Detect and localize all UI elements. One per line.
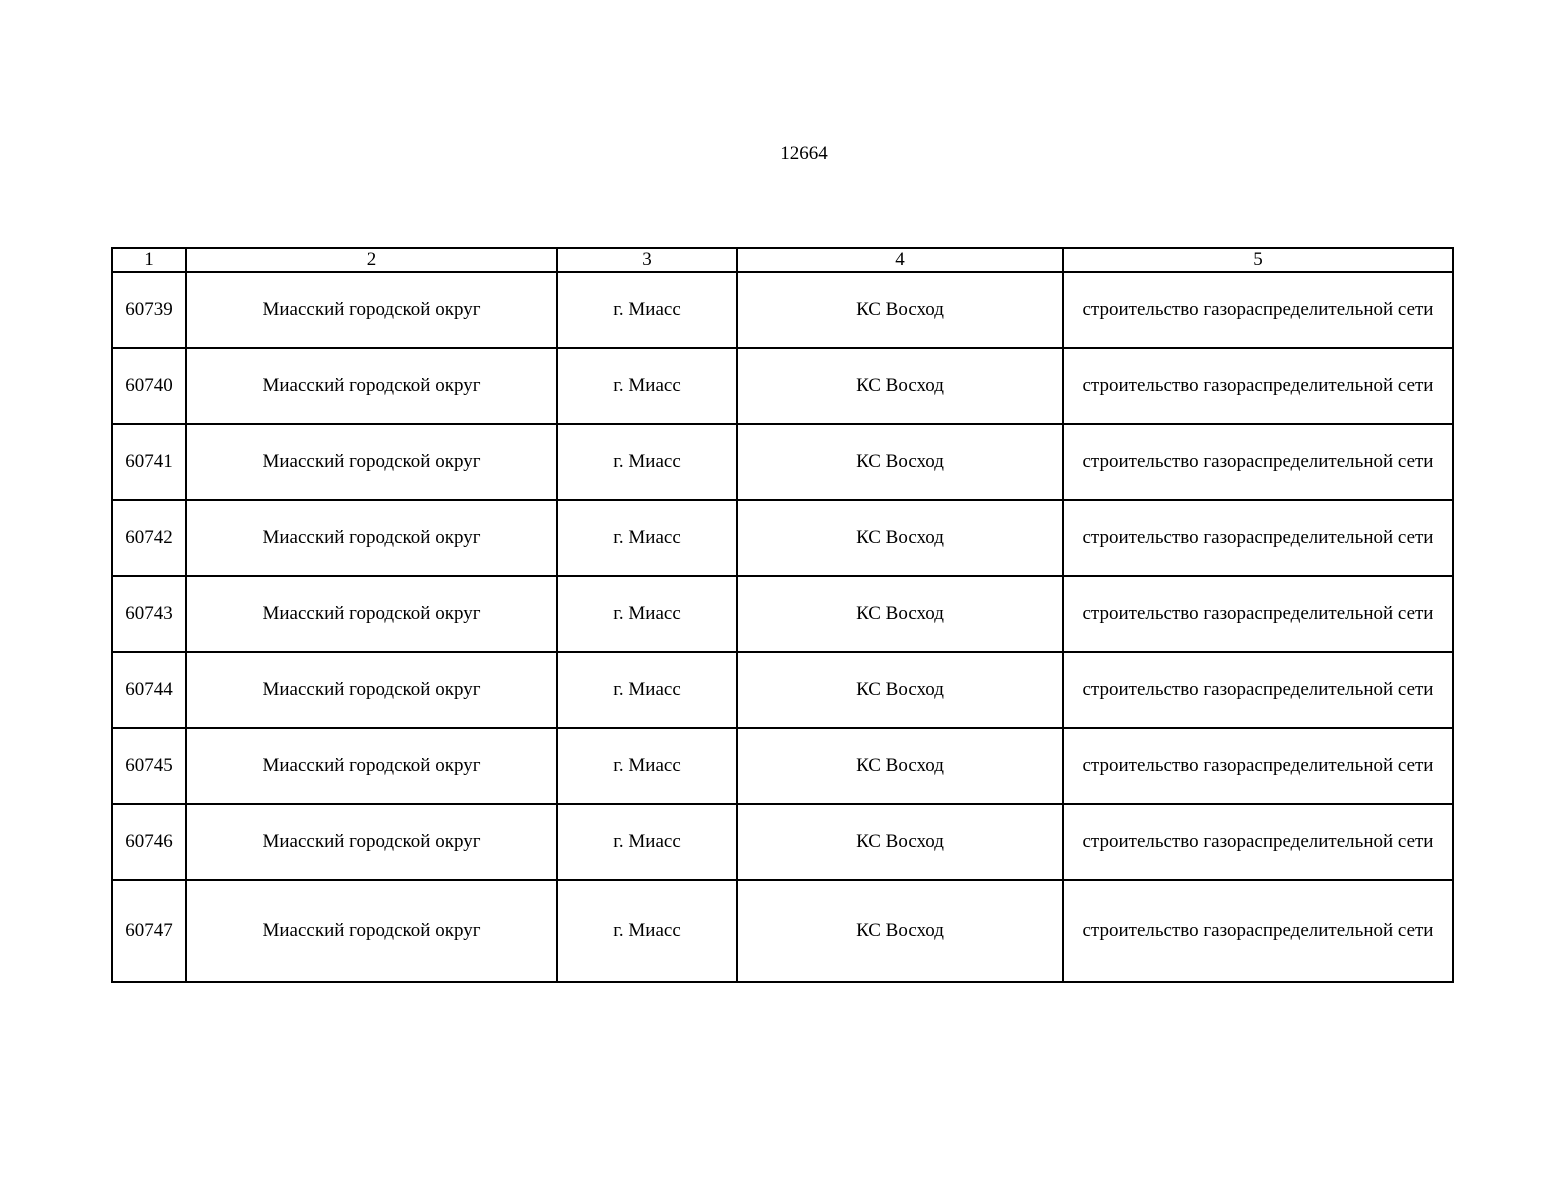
row-id-cell: 60743 [112,576,186,652]
object-cell: КС Восход [737,348,1063,424]
municipality-cell: Миасский городской округ [186,880,557,982]
column-header-4: 4 [737,248,1063,272]
table-row [112,272,1453,348]
municipality-cell: Миасский городской округ [186,728,557,804]
table-row [112,576,1453,652]
row-id-cell: 60739 [112,272,186,348]
municipality-cell: Миасский городской округ [186,500,557,576]
table-row [112,728,1453,804]
table-row [112,652,1453,728]
table-row [112,804,1453,880]
object-cell: КС Восход [737,652,1063,728]
purpose-cell: строительство газораспределительной сети [1063,348,1453,424]
column-header-5: 5 [1063,248,1453,272]
settlement-cell: г. Миасс [557,652,737,728]
table-row [112,500,1453,576]
purpose-cell: строительство газораспределительной сети [1063,272,1453,348]
settlement-cell: г. Миасс [557,272,737,348]
municipality-cell: Миасский городской округ [186,652,557,728]
row-id-cell: 60746 [112,804,186,880]
municipality-cell: Миасский городской округ [186,348,557,424]
municipality-cell: Миасский городской округ [186,424,557,500]
purpose-cell: строительство газораспределительной сети [1063,424,1453,500]
row-id-cell: 60747 [112,880,186,982]
table-row [112,348,1453,424]
purpose-cell: строительство газораспределительной сети [1063,728,1453,804]
purpose-cell: строительство газораспределительной сети [1063,652,1453,728]
municipality-cell: Миасский городской округ [186,804,557,880]
object-cell: КС Восход [737,880,1063,982]
object-cell: КС Восход [737,728,1063,804]
column-header-1: 1 [112,248,186,272]
row-id-cell: 60742 [112,500,186,576]
purpose-cell: строительство газораспределительной сети [1063,804,1453,880]
table-row [112,880,1453,982]
settlement-cell: г. Миасс [557,880,737,982]
object-cell: КС Восход [737,272,1063,348]
column-header-2: 2 [186,248,557,272]
data-table [111,247,1454,983]
municipality-cell: Миасский городской округ [186,576,557,652]
settlement-cell: г. Миасс [557,500,737,576]
row-id-cell: 60745 [112,728,186,804]
settlement-cell: г. Миасс [557,424,737,500]
object-cell: КС Восход [737,576,1063,652]
settlement-cell: г. Миасс [557,348,737,424]
object-cell: КС Восход [737,500,1063,576]
row-id-cell: 60744 [112,652,186,728]
object-cell: КС Восход [737,424,1063,500]
row-id-cell: 60741 [112,424,186,500]
settlement-cell: г. Миасс [557,728,737,804]
purpose-cell: строительство газораспределительной сети [1063,576,1453,652]
settlement-cell: г. Миасс [557,576,737,652]
object-cell: КС Восход [737,804,1063,880]
table-row [112,424,1453,500]
page-number: 12664 [780,143,828,164]
purpose-cell: строительство газораспределительной сети [1063,500,1453,576]
municipality-cell: Миасский городской округ [186,272,557,348]
column-header-3: 3 [557,248,737,272]
column-number-row [112,248,1453,272]
row-id-cell: 60740 [112,348,186,424]
purpose-cell: строительство газораспределительной сети [1063,880,1453,982]
settlement-cell: г. Миасс [557,804,737,880]
